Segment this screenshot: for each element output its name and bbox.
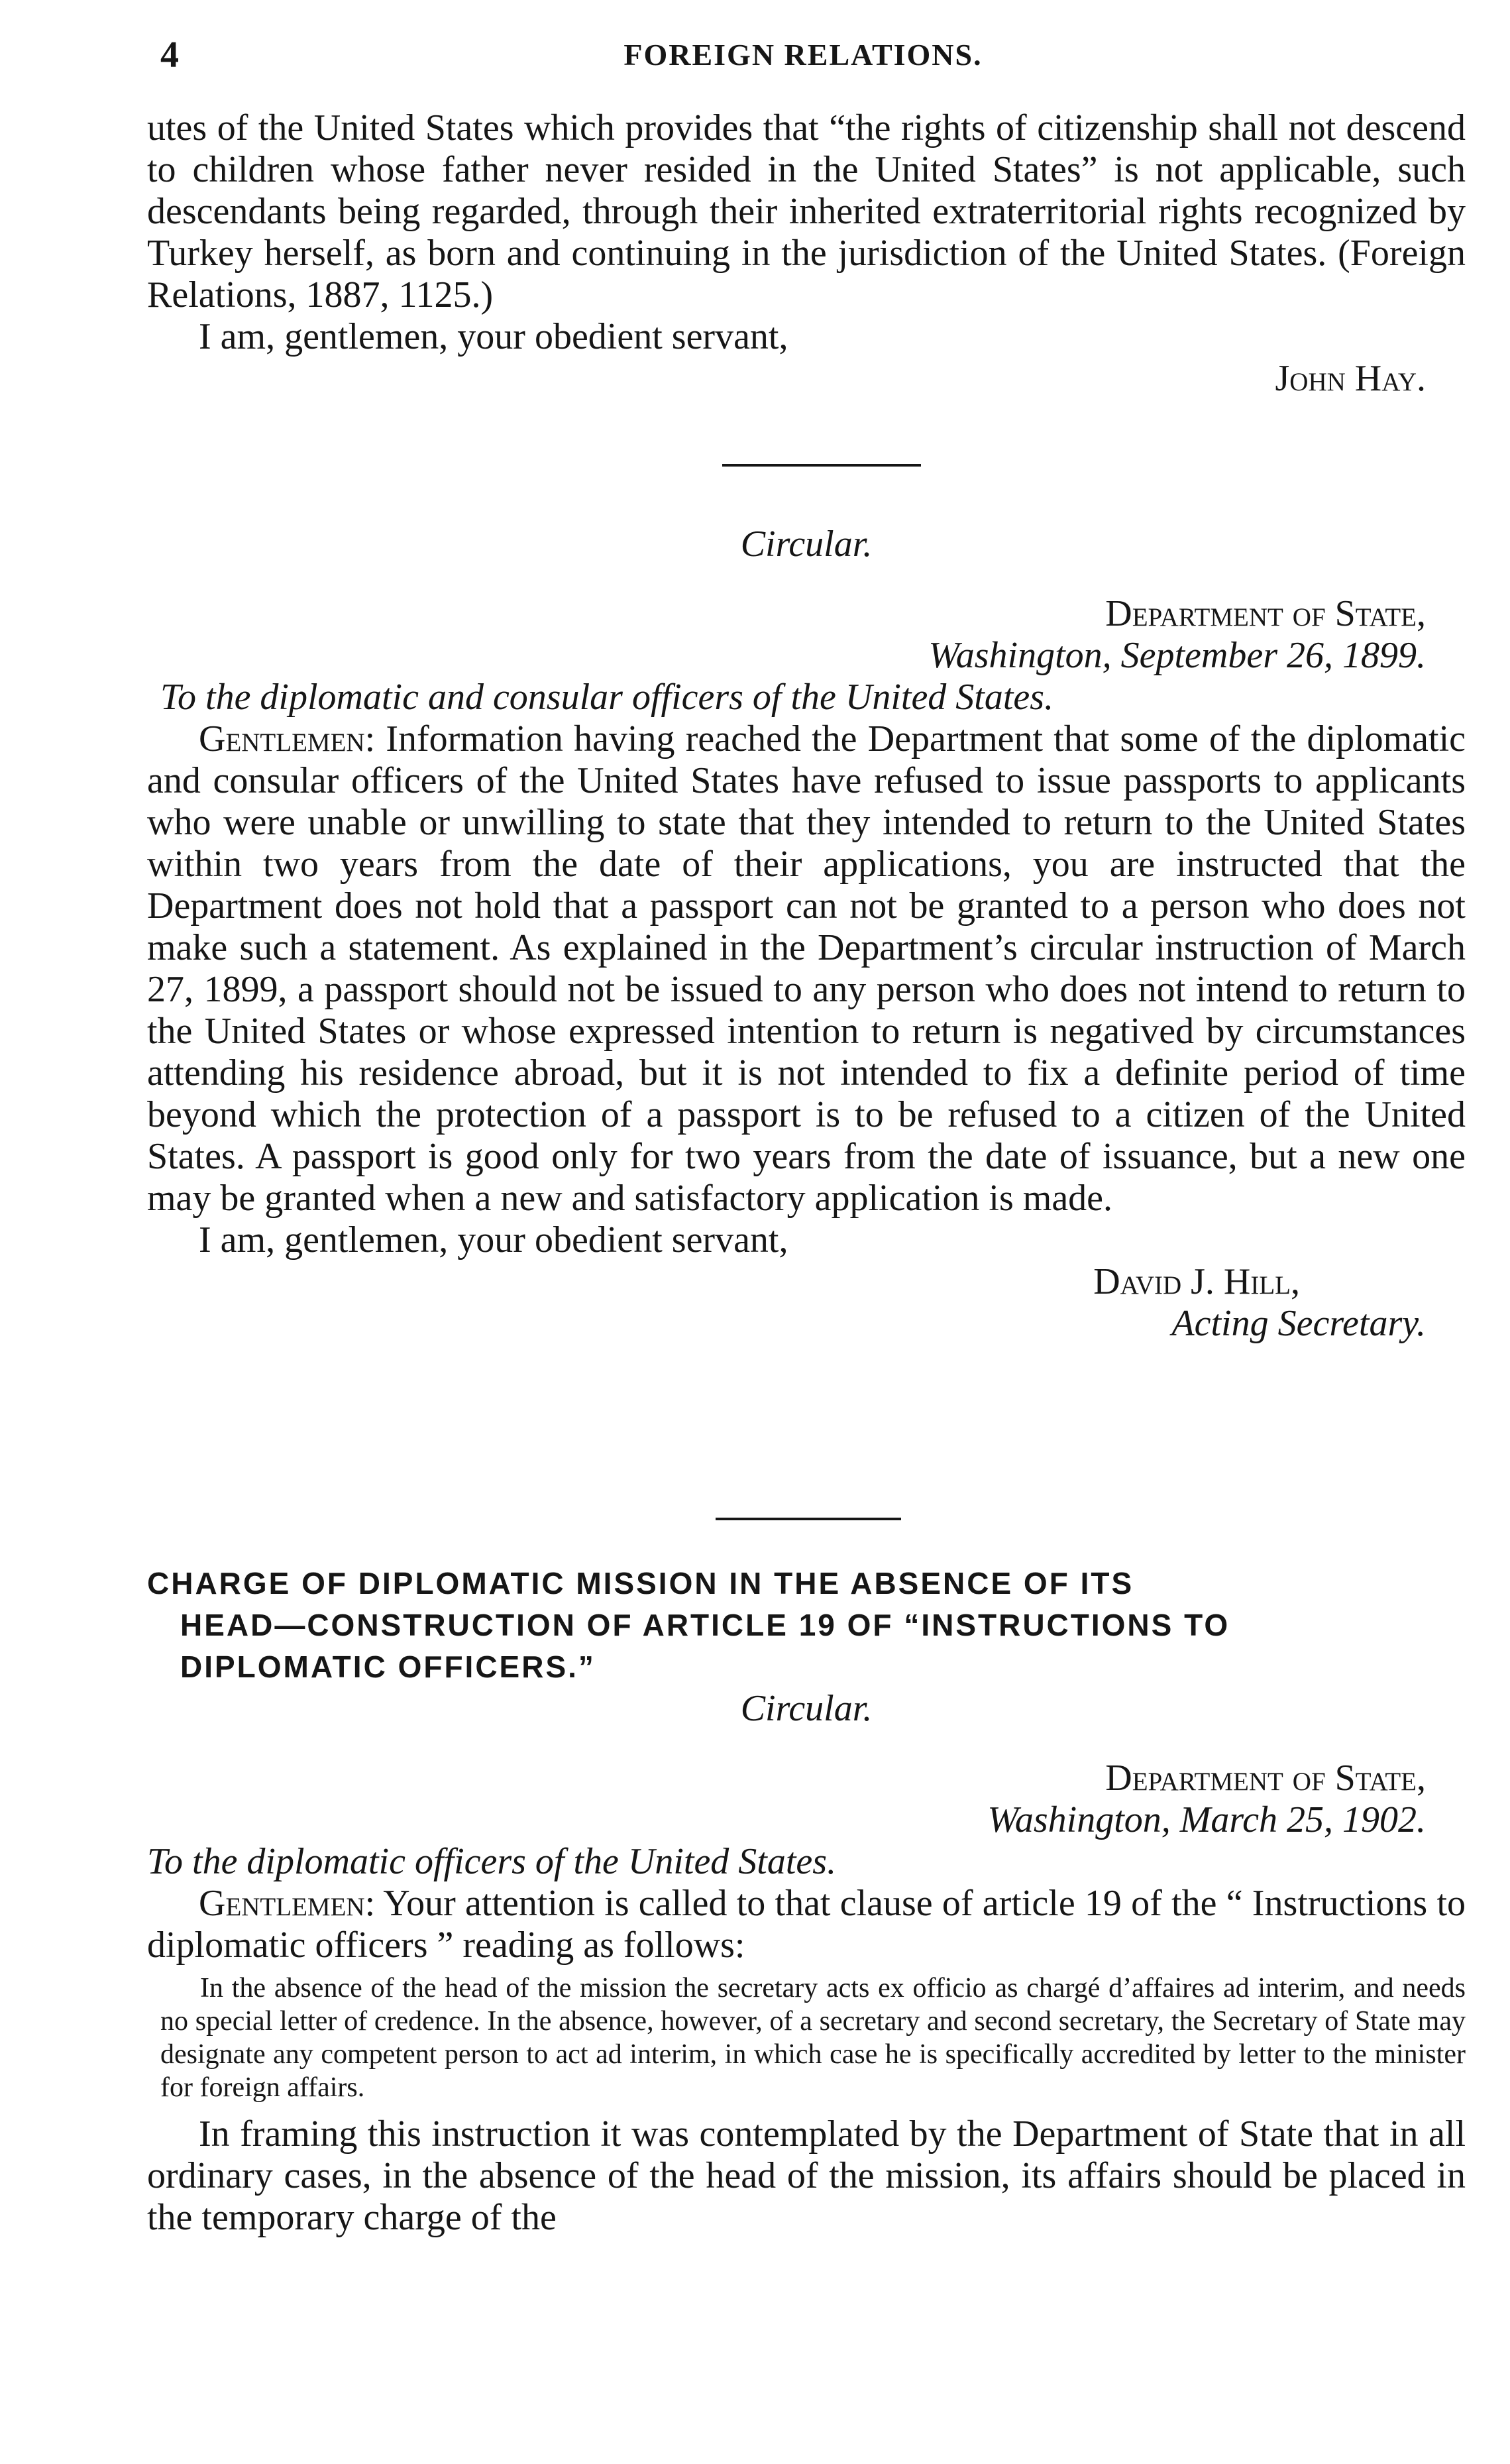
circular-body-text: Information having reached the Department that some of the diplomatic and consular officers of the United States have refused to issue passports to applicants who were unable or unwilling to state that they intended to return to the United States within two years from the date of their applications, you are instructed that the Department does not hold that a passport can not be granted to a person who does not make such a statement. As explained in the Department’s circular instruction of March 27, 1899, a passport should not be issued to any person who does not intend to return to the United States or whose expressed intention to return is negatived by circumstances attending his residence abroad, but it is not intended to fix a definite period of time beyond which the protection of a passport is to be refused to a citizen of the United States. A passport is good only for two years from the date of issuance, but a new one may be granted when a new and satisfactory application is made. (147, 718, 1466, 1219)
page-header (160, 32, 1446, 78)
circular-1902 (147, 1563, 1466, 2239)
section-divider (716, 1518, 901, 1520)
salutation: Gentlemen (199, 1883, 365, 1924)
closing-line: I am, gentlemen, your obedient servant, (199, 316, 788, 357)
circular-body: Gentlemen: Information having reached the Department that some of the diplomatic and consular officers of the United States have refused to issue passports to applicants who were unable or unwilling to state that they intended to return to the United States within two years from the date of their applications, you are instructed that the Department does not hold that a passport can not be granted to a person who does not make such a statement. As explained in the Department’s circular instruction of March 27, 1899, a passport should not be issued to any person who does not intend to return to the United States or whose expressed intention to return is negatived by circumstances attending his residence abroad, but it is not intended to fix a definite period of time beyond which the protection of a passport is to be refused to a citizen of the United States. A passport is good only for two years from the date of issuance, but a new one may be granted when a new and satisfactory application is made. (147, 718, 1466, 1219)
place-date-line: Washington, March 25, 1902. (987, 1799, 1426, 1840)
final-paragraph: In framing this instruction it was contemplated by the Department of State that in all ordinary cases, in the absence of the head of the mission, its affairs should be placed in the temporary charge of the (147, 2113, 1466, 2238)
circular-body-text: Your attention is called to that clause of article 19 of the “ Instructions to diplomatic officers ” reading as follows: (147, 1883, 1466, 1966)
continuation-paragraph: utes of the United States which provides that “the rights of citizenship shall not descend to children whose father never resided in the United States” is not applicable, such descendants being regarded, through their inherited extraterritorial rights recognized by Turkey herself, as born and continuing in the jurisdiction of the United States. (Foreign Relations, 1887, 1125.) (147, 107, 1466, 315)
section-heading: DIPLOMATIC OFFICERS.” (180, 1650, 596, 1684)
quoted-article (147, 1972, 1466, 2104)
quoted-article-text: In the absence of the head of the mission the secretary acts ex officio as chargé d’affaires ad interim, and needs no special letter of credence. In the absence, however, of a secretary and second secretary, the Secretary of State may designate any competent person to act ad interim, in which case he is specifically accredited by letter to the minister for foreign affairs. (160, 1973, 1466, 2103)
section-heading: HEAD—CONSTRUCTION OF ARTICLE 19 OF “INSTRUCTIONS TO (180, 1608, 1230, 1642)
continuation-section (147, 107, 1466, 400)
page-number: 4 (160, 34, 179, 76)
circular-label: Circular. (740, 1688, 873, 1729)
department-line: Department of State, (1105, 593, 1426, 634)
section-heading: CHARGE OF DIPLOMATIC MISSION IN THE ABSENCE OF ITS (147, 1566, 1134, 1600)
signature-name: David J. Hill, (1093, 1261, 1300, 1302)
section-divider (722, 464, 921, 467)
salutation: Gentlemen (199, 718, 365, 759)
place-date-line: Washington, September 26, 1899. (928, 635, 1426, 676)
addressee-line: To the diplomatic officers of the United States. (147, 1841, 837, 1882)
signature-title: Acting Secretary. (1171, 1303, 1426, 1344)
circular-1899 (147, 524, 1466, 1345)
circular-label: Circular. (740, 524, 873, 565)
circular-body: Gentlemen: Your attention is called to that clause of article 19 of the “ Instructions to diplomatic officers ” reading as follows: (147, 1883, 1466, 1966)
closing-line: I am, gentlemen, your obedient servant, (199, 1219, 788, 1260)
addressee-line: To the diplomatic and consular officers of the United States. (160, 677, 1054, 718)
signature-hay: John Hay. (1275, 358, 1426, 399)
department-line: Department of State, (1105, 1758, 1426, 1799)
running-head: FOREIGN RELATIONS. (623, 38, 983, 72)
